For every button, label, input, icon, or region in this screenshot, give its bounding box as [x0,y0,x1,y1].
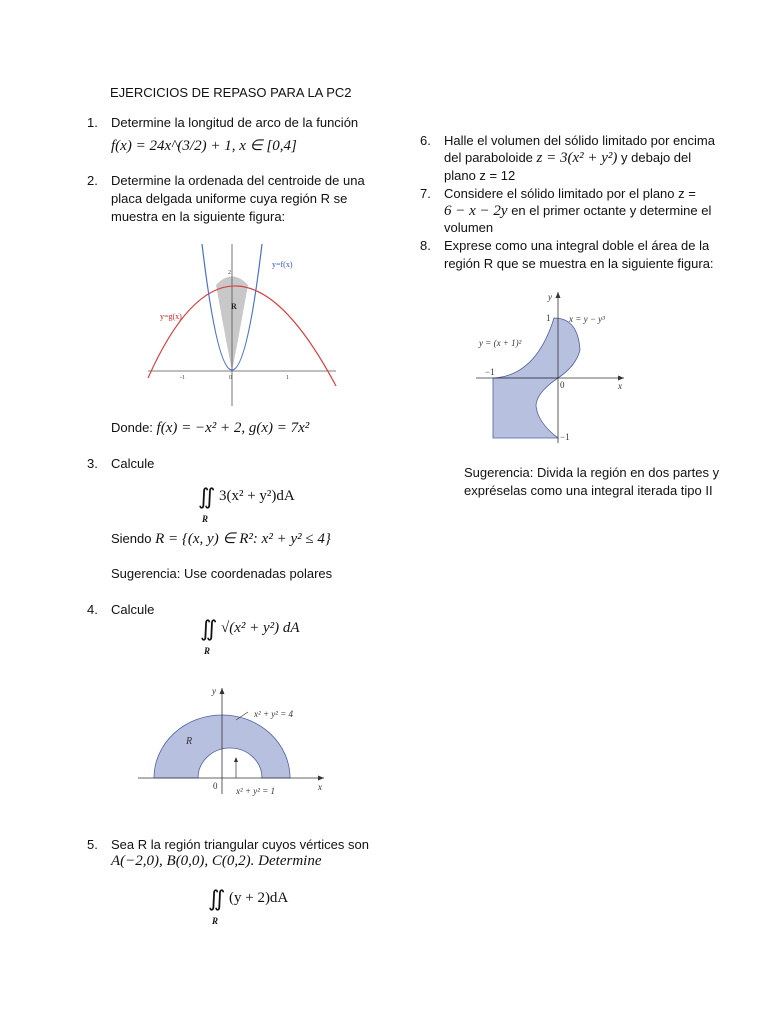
ex4-figure [136,684,336,800]
double-integral-symbol: ∬ [200,616,218,641]
tick-ym1: −1 [560,432,570,442]
region-lower [493,378,558,438]
tick-neg: -1 [180,375,185,381]
ex1-formula [111,136,297,155]
tick-y1: 1 [546,313,551,323]
ex5-integral [208,886,289,926]
x-arrow [318,776,324,781]
exercise-number: 7. [420,186,431,201]
exercise-number: 4. [87,602,98,617]
curve1-label: x = y − y³ [569,314,605,324]
ex4-text: Calcule [111,602,155,617]
tick-zero: 0 [229,375,232,381]
exercise-number: 1. [87,115,98,130]
ex8-line2: región R que se muestra en la siguiente figura: [444,256,714,271]
donde-formula: f(x) = −x² + 2, g(x) = 7x² [156,420,310,436]
document-title: EJERCICIOS DE REPASO PARA LA PC2 [110,85,352,100]
ex7-line2a: 6 − x − 2y [444,203,508,219]
double-integral-symbol: ∬ [208,886,226,911]
axis-y-label: y [212,686,216,696]
ex6-line2a: del paraboloide [444,150,533,165]
ex2-donde [111,419,309,437]
inner-label: x² + y² = 1 [236,786,276,796]
y-arrow [556,292,561,298]
tick-xm1: −1 [485,367,495,377]
ex5-region-label: R [212,916,219,926]
ex6-line2c: y debajo del [621,150,692,165]
ex7-line2 [444,202,711,220]
ex2-line3: muestra en la siguiente figura: [111,209,286,224]
exercise-number: 2. [87,173,98,188]
ex6-line1: Halle el volumen del sólido limitado por encima [444,133,715,148]
ex2-line1: Determine la ordenada del centroide de una [111,173,365,188]
ex5-integrand: (y + 2)dA [228,890,289,906]
siendo-formula: R = {(x, y) ∈ R²: x² + y² ≤ 4} [155,531,331,547]
ex8-hint1: Sugerencia: Divida la región en dos partes y [464,465,720,480]
ex8-hint2: expréselas como una integral iterada tipo II [464,483,713,498]
ex6-line2 [444,149,691,167]
ex6-line3: plano z = 12 [444,168,516,183]
outer-label: x² + y² = 4 [254,709,294,719]
ex3-integral [198,484,295,524]
tick-zero: 0 [560,380,565,390]
double-integral-symbol: ∬ [198,484,216,509]
exercise-number: 8. [420,238,431,253]
y-arrow [220,688,225,694]
siendo-label: Siendo [111,531,152,546]
x-arrow [618,376,624,381]
ex3-hint: Sugerencia: Use coordenadas polares [111,566,333,581]
ex6-line2b: z = 3(x² + y²) [536,150,618,166]
ex4-region-label: R [204,646,211,656]
ex3-siendo [111,530,331,548]
tick-pos: 1 [286,375,289,381]
ex1-text: Determine la longitud de arco de la función [111,115,359,130]
curve2-label: y = (x + 1)² [479,338,522,348]
ex8-line1: Exprese como una integral doble el área de la [444,238,710,253]
axis-x-label: x [318,782,322,792]
ex4-integral [200,616,300,656]
ex7-line2b: en el primer octante y determine el [511,203,712,218]
tick-top: 2 [228,270,231,276]
label-r: R [186,736,193,747]
ex4-integrand: √(x² + y²) dA [220,620,300,636]
donde-label: Donde: [111,420,153,435]
ex3-integrand: 3(x² + y²)dA [218,488,295,504]
axis-y-label: y [548,292,552,302]
ex5-line2: A(−2,0), B(0,0), C(0,2). Determine [111,853,322,869]
origin-label: 0 [213,781,218,791]
exercise-number: 6. [420,133,431,148]
exercise-number: 5. [87,837,98,852]
label-r: R [231,302,237,311]
ex2-line2: placa delgada uniforme cuya región R se [111,191,348,206]
ex8-figure [476,288,636,448]
inner-pointer-arrow [234,757,238,762]
ex7-line3: volumen [444,220,494,235]
ex7-line1: Considere el sólido limitado por el plano z = [444,186,696,201]
ex5-line1: Sea R la región triangular cuyos vértices son [111,837,369,852]
axis-x-label: x [618,381,622,391]
label-f: y=f(x) [272,260,293,269]
ex3-region-label: R [202,514,209,524]
region-upper [493,318,580,378]
ex3-text: Calcule [111,456,155,471]
ex1-formula-text: f(x) = 24x^(3/2) + 1, x ∈ [0,4] [111,138,297,154]
ex2-figure [140,240,340,410]
label-g: y=g(x) [160,312,182,321]
exercise-number: 3. [87,456,98,471]
